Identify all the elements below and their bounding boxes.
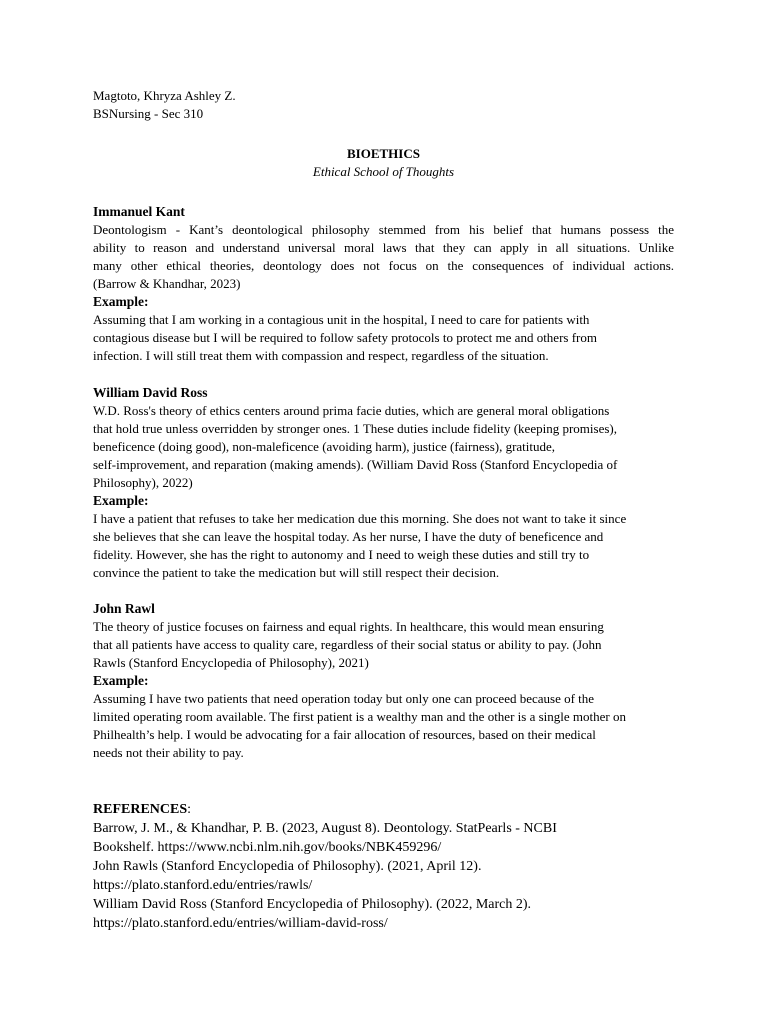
body-line: self-improvement, and reparation (making amends). (William David Ross (Stanford Encyclopedia of — [93, 457, 618, 472]
example-label: Example: — [93, 294, 149, 309]
example-line: infection. I will still treat them with compassion and respect, regardless of the situation. — [93, 348, 549, 363]
example-label: Example: — [93, 673, 149, 688]
reference-line: Barrow, J. M., & Khandhar, P. B. (2023, August 8). Deontology. StatPearls - NCBI — [93, 821, 557, 836]
body-line: that hold true unless overridden by stronger ones. 1 These duties include fidelity (keeping promises), — [93, 421, 617, 436]
reference-link[interactable]: https://plato.stanford.edu/entries/william-david-ross/ — [93, 916, 388, 931]
author-name: Magtoto, Khryza Ashley Z. — [93, 88, 236, 103]
example-line: she believes that she can leave the hospital today. As her nurse, I have the duty of beneficence and — [93, 529, 604, 544]
example-line: limited operating room available. The first patient is a wealthy man and the other is a single mother on — [93, 709, 626, 724]
references-heading-line — [93, 800, 674, 819]
document-title: BIOETHICS — [347, 146, 420, 161]
body-line: many other ethical theories, deontology does not focus on the consequences of individual actions. — [93, 258, 674, 273]
body-line: W.D. Ross's theory of ethics centers around prima facie duties, which are general moral obligations — [93, 403, 610, 418]
reference-line: William David Ross (Stanford Encyclopedia of Philosophy). (2022, March 2). — [93, 897, 532, 912]
body-line: The theory of justice focuses on fairness and equal rights. In healthcare, this would mean ensuring — [93, 619, 604, 634]
example-line: Assuming I have two patients that need operation today but only one can proceed because of the — [93, 691, 595, 706]
body-line: that all patients have access to quality care, regardless of their social status or ability to pay. (John — [93, 637, 602, 652]
author-block — [93, 87, 674, 123]
body-line: Philosophy), 2022) — [93, 475, 193, 490]
body-line: ability to reason and understand universal moral laws that they can apply in all situations. Unlike — [93, 240, 674, 255]
example-line: convince the patient to take the medication but will still respect their decision. — [93, 565, 500, 580]
section-rawl — [93, 600, 674, 762]
body-line: Rawls (Stanford Encyclopedia of Philosophy), 2021) — [93, 655, 369, 670]
example-line: fidelity. However, she has the right to autonomy and I need to weigh these duties and still try to — [93, 547, 590, 562]
section-heading: Immanuel Kant — [93, 204, 185, 219]
body-line: beneficence (doing good), non-maleficence (avoiding harm), justice (fairness), gratitude, — [93, 439, 556, 454]
example-line: I have a patient that refuses to take her medication due this morning. She does not want to take it since — [93, 511, 627, 526]
body-line: Deontologism - Kant’s deontological philosophy stemmed from his belief that humans possess the — [93, 222, 674, 237]
example-line: needs not their ability to pay. — [93, 745, 244, 760]
body-line: (Barrow & Khandhar, 2023) — [93, 276, 241, 291]
example-label: Example: — [93, 493, 149, 508]
example-line: Philhealth’s help. I would be advocating for a fair allocation of resources, based on their medical — [93, 727, 596, 742]
author-section: BSNursing - Sec 310 — [93, 106, 204, 121]
reference-link[interactable]: Bookshelf. https://www.ncbi.nlm.nih.gov/books/NBK459296/ — [93, 840, 442, 855]
document-subtitle: Ethical School of Thoughts — [312, 164, 455, 179]
references-colon: : — [187, 802, 192, 817]
example-line: Assuming that I am working in a contagious unit in the hospital, I need to care for patients with — [93, 312, 590, 327]
reference-link[interactable]: https://plato.stanford.edu/entries/rawls/ — [93, 878, 313, 893]
section-ross — [93, 384, 674, 582]
title-block — [93, 145, 674, 181]
references-heading: REFERENCES — [93, 802, 188, 817]
reference-line: John Rawls (Stanford Encyclopedia of Philosophy). (2021, April 12). — [93, 859, 482, 874]
section-kant — [93, 203, 674, 365]
example-line: contagious disease but I will be required to follow safety protocols to protect me and others from — [93, 330, 597, 345]
section-heading: William David Ross — [93, 385, 208, 400]
section-heading: John Rawl — [93, 601, 155, 616]
references-block — [93, 800, 674, 933]
